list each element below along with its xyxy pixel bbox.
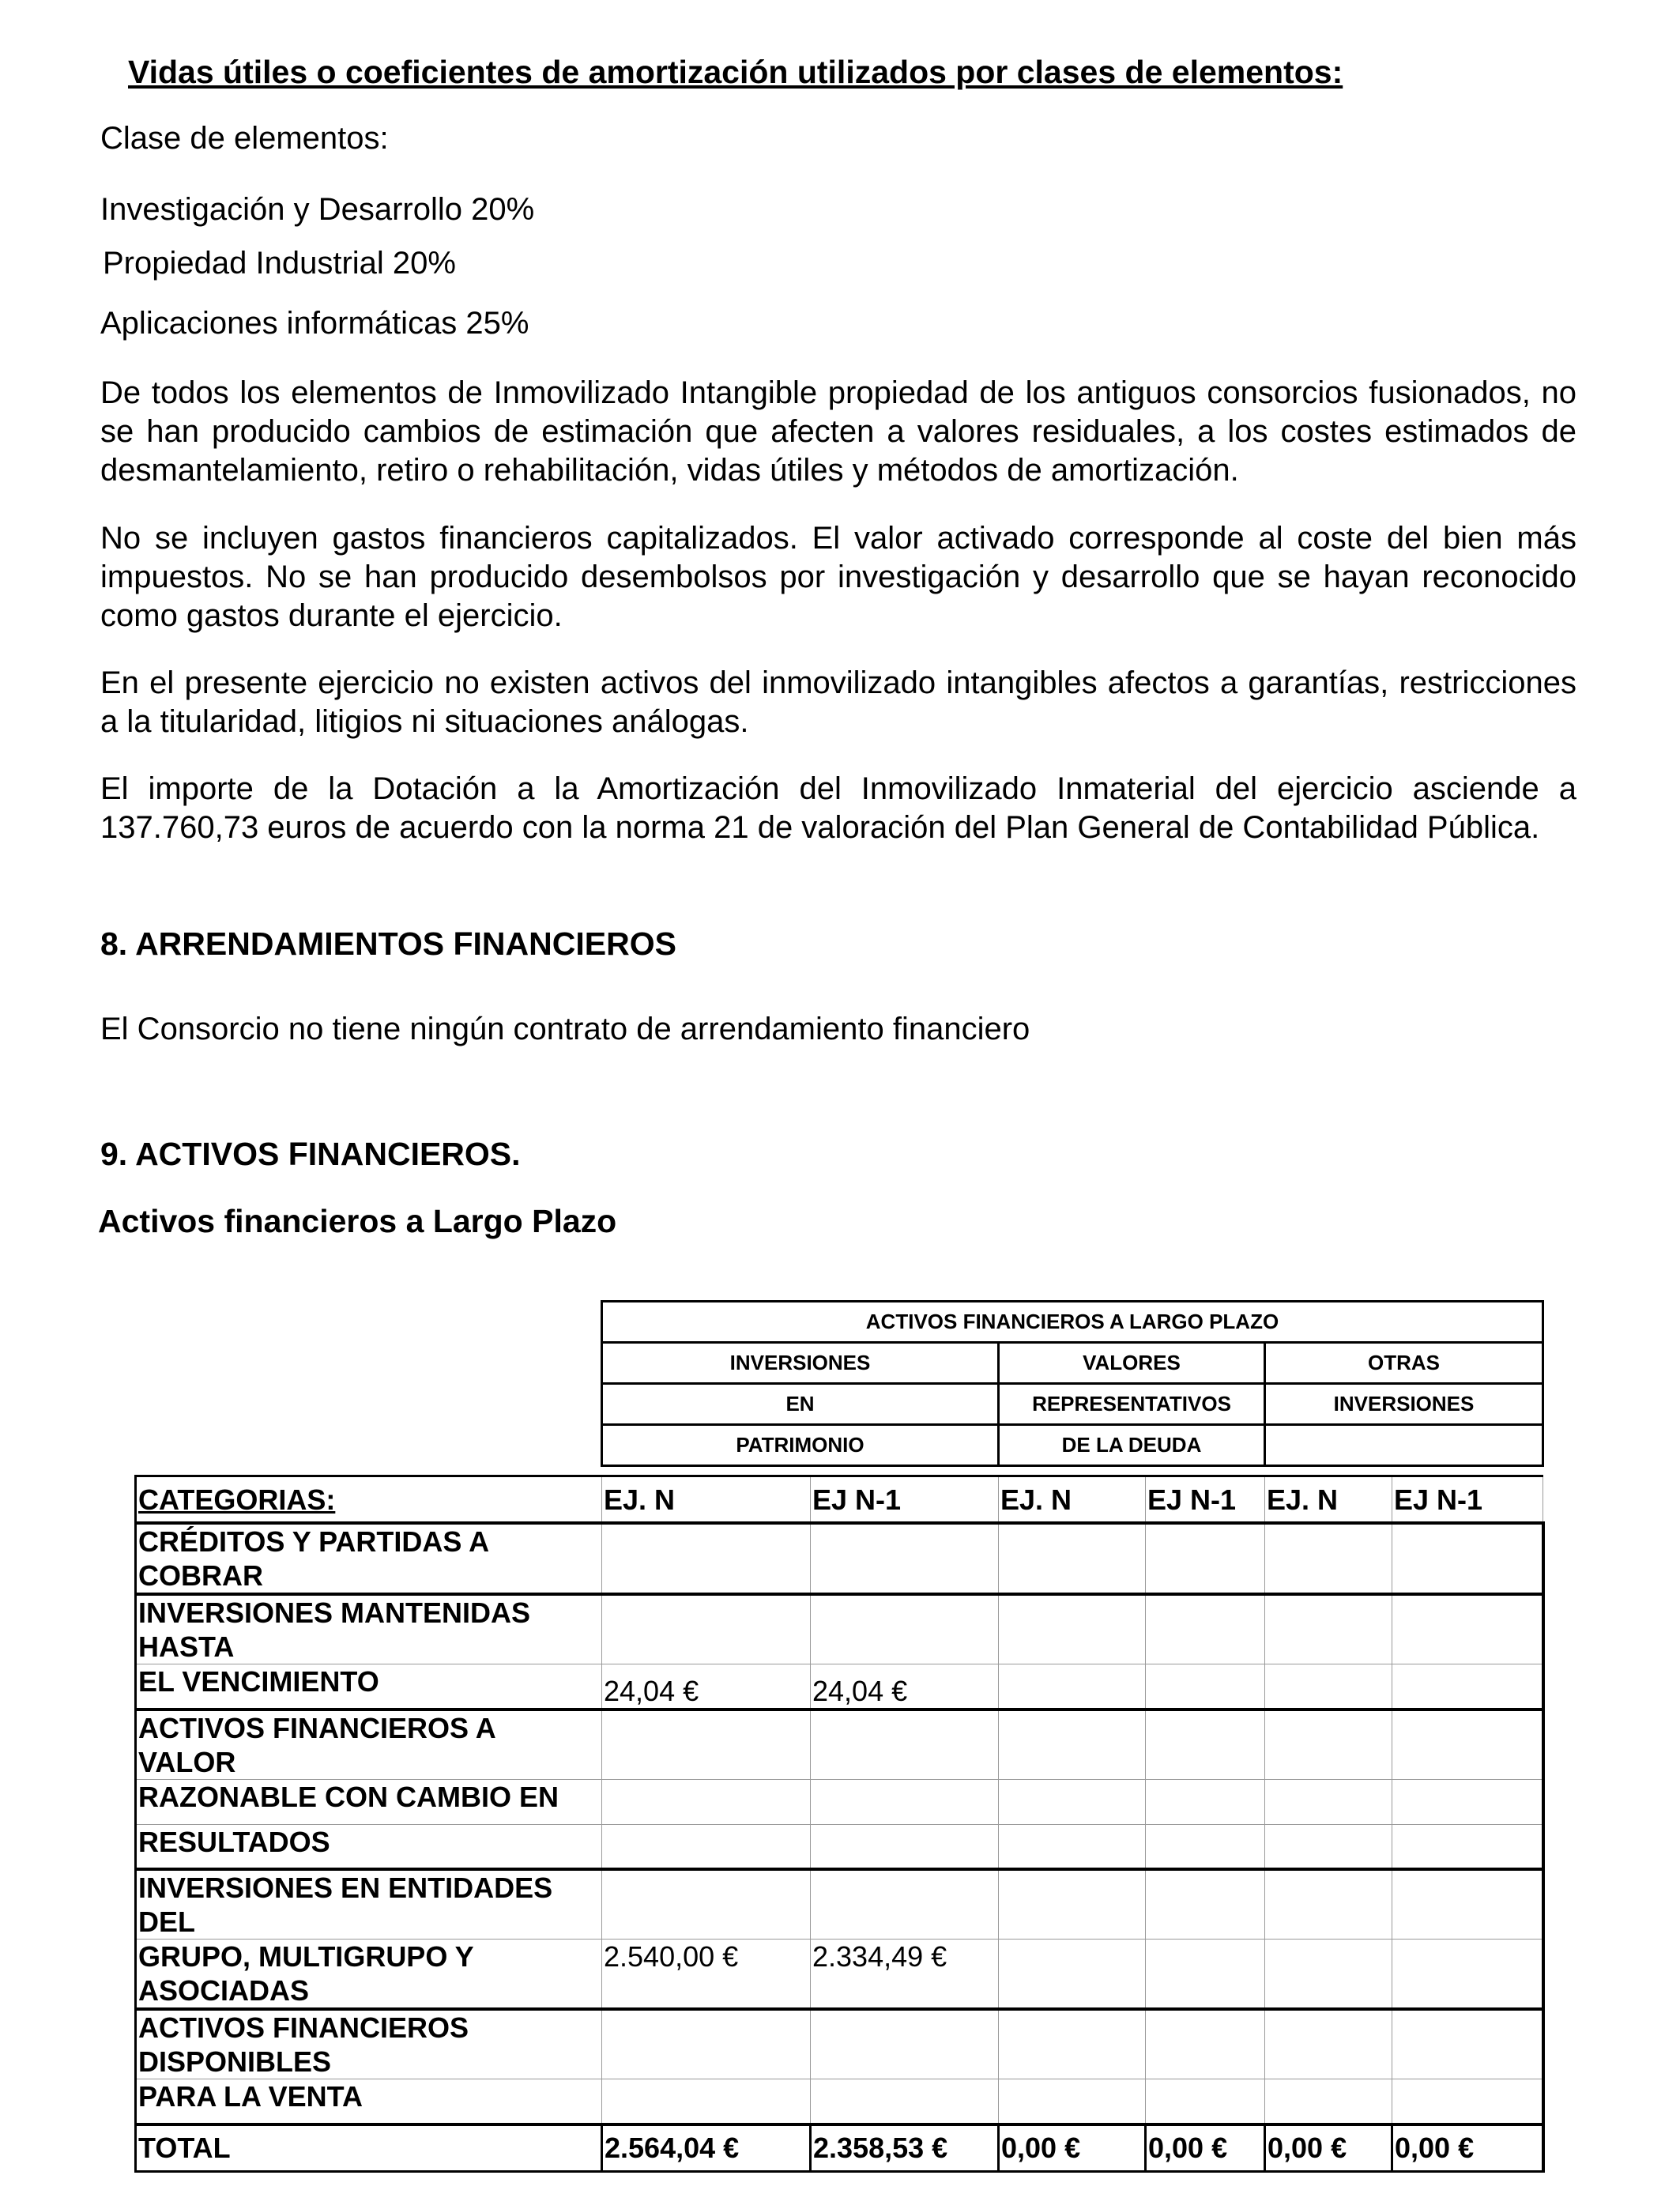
section-heading: 8. ARRENDAMIENTOS FINANCIEROS bbox=[100, 925, 676, 962]
paragraph: El importe de la Dotación a la Amortización del Inmovilizado Inmaterial del ejercicio asciende a 137.760,73 euros de acuerdo con la norma 21 de valoración del Plan General de Contabilidad Pública. bbox=[100, 771, 1576, 845]
financial-assets-table bbox=[134, 1475, 1545, 2173]
table-cell bbox=[1392, 1664, 1543, 1710]
table-cell bbox=[999, 2009, 1146, 2079]
group-header bbox=[1265, 1425, 1543, 1466]
total-cell: 0,00 € bbox=[1392, 2124, 1543, 2172]
table-cell bbox=[999, 1779, 1146, 1824]
table-row bbox=[136, 1664, 1543, 1710]
categories-header: CATEGORIAS: bbox=[136, 1476, 602, 1524]
table-cell: 24,04 € bbox=[602, 1664, 811, 1710]
category-label: RAZONABLE CON CAMBIO EN bbox=[136, 1779, 602, 1824]
table-cell bbox=[811, 2079, 999, 2124]
table-cell bbox=[999, 1664, 1146, 1710]
table-cell: 24,04 € bbox=[811, 1664, 999, 1710]
table-header-row bbox=[136, 1476, 1543, 1524]
table-cell bbox=[1146, 1779, 1265, 1824]
table-cell bbox=[1265, 1779, 1392, 1824]
category-label: INVERSIONES EN ENTIDADES DEL bbox=[136, 1869, 602, 1940]
class-item: Propiedad Industrial 20% bbox=[103, 246, 456, 281]
table-cell bbox=[1392, 1824, 1543, 1869]
table-cell bbox=[811, 1824, 999, 1869]
table-cell bbox=[1392, 1523, 1543, 1594]
table-cell bbox=[602, 1779, 811, 1824]
table-cell bbox=[1265, 1594, 1392, 1664]
total-cell: 0,00 € bbox=[999, 2124, 1146, 2172]
group-header: DE LA DEUDA bbox=[999, 1425, 1265, 1466]
table-title: ACTIVOS FINANCIEROS A LARGO PLAZO bbox=[602, 1302, 1543, 1343]
table-cell bbox=[1392, 1779, 1543, 1824]
category-label: GRUPO, MULTIGRUPO Y ASOCIADAS bbox=[136, 1940, 602, 2010]
total-row bbox=[136, 2124, 1543, 2172]
group-header: PATRIMONIO bbox=[602, 1425, 999, 1466]
section-subheading: Activos financieros a Largo Plazo bbox=[98, 1203, 617, 1239]
category-label: ACTIVOS FINANCIEROS DISPONIBLES bbox=[136, 2009, 602, 2079]
paragraph: En el presente ejercicio no existen activos del inmovilizado intangibles afectos a garantías, restricciones a la titularidad, litigios ni situaciones análogas. bbox=[100, 665, 1576, 739]
table-cell bbox=[1392, 2009, 1543, 2079]
class-item: Aplicaciones informáticas 25% bbox=[100, 306, 529, 341]
group-header: REPRESENTATIVOS bbox=[999, 1384, 1265, 1425]
total-cell: 0,00 € bbox=[1146, 2124, 1265, 2172]
group-header: EN bbox=[602, 1384, 999, 1425]
total-cell: 2.358,53 € bbox=[811, 2124, 999, 2172]
table-cell bbox=[1265, 1523, 1392, 1594]
table-row bbox=[136, 1779, 1543, 1824]
total-cell: 2.564,04 € bbox=[602, 2124, 811, 2172]
table-cell bbox=[1392, 1869, 1543, 1940]
total-label: TOTAL bbox=[136, 2124, 602, 2172]
category-label: CRÉDITOS Y PARTIDAS A COBRAR bbox=[136, 1523, 602, 1594]
table-cell bbox=[1265, 1710, 1392, 1780]
table-cell bbox=[1146, 1664, 1265, 1710]
table-cell bbox=[999, 1869, 1146, 1940]
table-cell bbox=[1146, 1869, 1265, 1940]
table-cell bbox=[1392, 1594, 1543, 1664]
table-cell bbox=[1265, 1869, 1392, 1940]
table-cell bbox=[1265, 1824, 1392, 1869]
paragraph: De todos los elementos de Inmovilizado Intangible propiedad de los antiguos consorcios fusionados, no se han producido cambios de estimación que afecten a valores residuales, a los costes estimados de desmantelamiento, retiro o rehabilitación, vidas útiles y métodos de amortización. bbox=[100, 375, 1576, 488]
table-cell bbox=[1146, 1824, 1265, 1869]
table-cell bbox=[602, 1824, 811, 1869]
table-cell bbox=[602, 1710, 811, 1780]
table-cell bbox=[1265, 1664, 1392, 1710]
table-cell bbox=[811, 1779, 999, 1824]
table-row bbox=[136, 1710, 1543, 1780]
table-cell bbox=[999, 1940, 1146, 2010]
column-header: EJ N-1 bbox=[1392, 1476, 1543, 1524]
table-row bbox=[136, 1869, 1543, 1940]
paragraph: No se incluyen gastos financieros capitalizados. El valor activado corresponde al coste del bien más impuestos. No se han producido desembolsos por investigación y desarrollo que se hayan reconocido como gastos durante el ejercicio. bbox=[100, 521, 1576, 633]
category-label: EL VENCIMIENTO bbox=[136, 1664, 602, 1710]
table-cell bbox=[602, 1523, 811, 1594]
group-header: OTRAS bbox=[1265, 1343, 1543, 1384]
depreciation-title: Vidas útiles o coeficientes de amortización utilizados por clases de elementos: bbox=[128, 54, 1343, 90]
table-cell bbox=[1265, 2079, 1392, 2124]
table-cell: 2.540,00 € bbox=[602, 1940, 811, 2010]
class-label: Clase de elementos: bbox=[100, 121, 389, 156]
table-cell bbox=[1265, 1940, 1392, 2010]
column-header: EJ N-1 bbox=[811, 1476, 999, 1524]
table-cell bbox=[999, 2079, 1146, 2124]
column-header: EJ. N bbox=[1265, 1476, 1392, 1524]
table-cell bbox=[811, 1710, 999, 1780]
table-cell bbox=[1146, 1523, 1265, 1594]
column-header: EJ. N bbox=[999, 1476, 1146, 1524]
category-label: INVERSIONES MANTENIDAS HASTA bbox=[136, 1594, 602, 1664]
table-cell bbox=[999, 1594, 1146, 1664]
table-cell bbox=[811, 1523, 999, 1594]
column-header: EJ N-1 bbox=[1146, 1476, 1265, 1524]
table-cell bbox=[602, 2009, 811, 2079]
group-header: INVERSIONES bbox=[1265, 1384, 1543, 1425]
category-label: PARA LA VENTA bbox=[136, 2079, 602, 2124]
table-cell bbox=[602, 1869, 811, 1940]
table-row bbox=[136, 2009, 1543, 2079]
table-row bbox=[136, 2079, 1543, 2124]
section-text: El Consorcio no tiene ningún contrato de arrendamiento financiero bbox=[100, 1012, 1030, 1046]
table-cell bbox=[1146, 1940, 1265, 2010]
column-header: EJ. N bbox=[602, 1476, 811, 1524]
table-cell bbox=[1146, 1710, 1265, 1780]
table-cell bbox=[811, 1594, 999, 1664]
table-cell bbox=[1392, 1940, 1543, 2010]
table-cell bbox=[1146, 2079, 1265, 2124]
table-cell bbox=[1146, 1594, 1265, 1664]
total-cell: 0,00 € bbox=[1265, 2124, 1392, 2172]
group-header: INVERSIONES bbox=[602, 1343, 999, 1384]
table-cell bbox=[1392, 2079, 1543, 2124]
table-cell bbox=[999, 1824, 1146, 1869]
table-cell bbox=[811, 1869, 999, 1940]
section-heading: 9. ACTIVOS FINANCIEROS. bbox=[100, 1136, 521, 1172]
table-cell bbox=[999, 1523, 1146, 1594]
table-cell bbox=[602, 1594, 811, 1664]
category-label: RESULTADOS bbox=[136, 1824, 602, 1869]
category-label: ACTIVOS FINANCIEROS A VALOR bbox=[136, 1710, 602, 1780]
table-cell: 2.334,49 € bbox=[811, 1940, 999, 2010]
table-cell bbox=[811, 2009, 999, 2079]
class-item: Investigación y Desarrollo 20% bbox=[100, 192, 535, 227]
table-row bbox=[136, 1824, 1543, 1869]
table-cell bbox=[1392, 1710, 1543, 1780]
table-cell bbox=[999, 1710, 1146, 1780]
table-cell bbox=[1146, 2009, 1265, 2079]
table-row bbox=[136, 1594, 1543, 1664]
table-row bbox=[136, 1940, 1543, 2010]
table-cell bbox=[602, 2079, 811, 2124]
table-row bbox=[136, 1523, 1543, 1594]
group-header: VALORES bbox=[999, 1343, 1265, 1384]
table-cell bbox=[1265, 2009, 1392, 2079]
table-header-block bbox=[601, 1300, 1544, 1467]
